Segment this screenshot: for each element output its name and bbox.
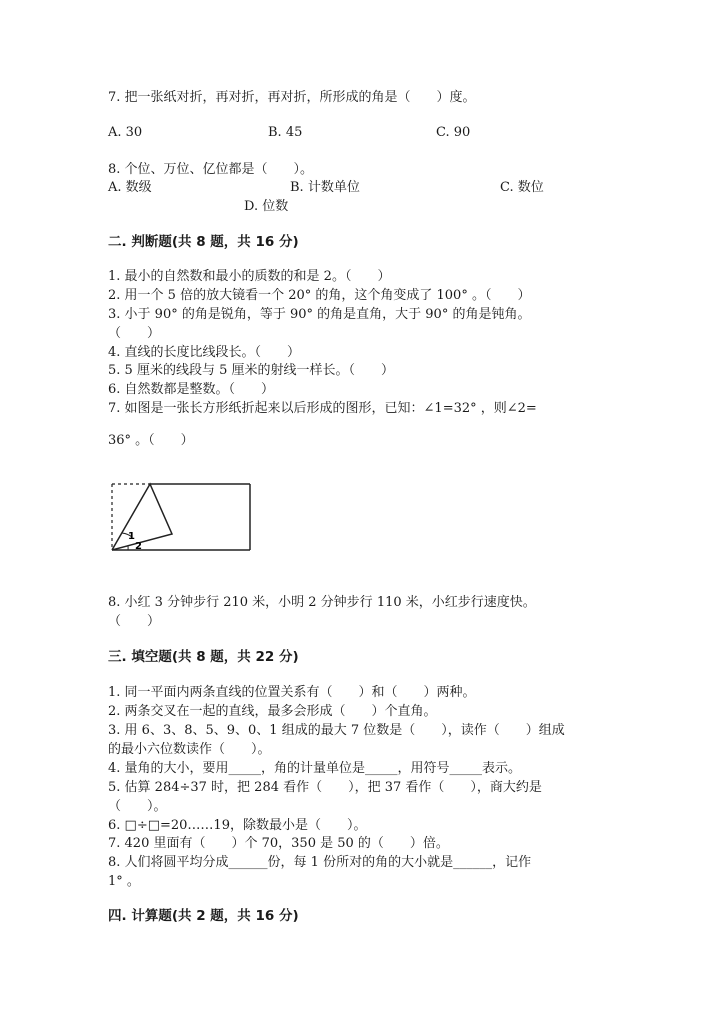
angle-1-label: 1 [128, 531, 135, 542]
question-7-option-c: C. 90 [436, 125, 471, 140]
judge-item-6: 6. 自然数都是整数。（ ） [108, 382, 275, 397]
question-7-option-b: B. 45 [268, 125, 303, 140]
fill-item-6: 6. □÷□=20……19，除数最小是（ ）。 [108, 818, 367, 833]
judge-item-3-cont: （ ） [108, 326, 161, 341]
folded-paper-figure [110, 482, 255, 554]
judge-item-8-cont: （ ） [108, 614, 161, 629]
fill-item-7: 7. 420 里面有（ ）个 70，350 是 50 的（ ）倍。 [108, 836, 449, 851]
judge-item-7: 7. 如图是一张长方形纸折起来以后形成的图形，已知：∠1=32° ，则∠2= [108, 401, 537, 416]
judge-item-8: 8. 小红 3 分钟步行 210 米，小明 2 分钟步行 110 米，小红步行速度快。 [108, 595, 536, 610]
judge-item-7-cont: 36° 。（ ） [108, 433, 194, 448]
fill-item-5: 5. 估算 284÷37 时，把 284 看作（ ），把 37 看作（ ），商大约是 [108, 780, 542, 795]
judge-item-1: 1. 最小的自然数和最小的质数的和是 2。（ ） [108, 269, 391, 284]
question-7-option-a: A. 30 [108, 125, 143, 140]
section-2-title: 二. 判断题(共 8 题，共 16 分) [108, 234, 299, 250]
judge-item-5: 5. 5 厘米的线段与 5 厘米的射线一样长。（ ） [108, 363, 394, 378]
fill-item-3: 3. 用 6、3、8、5、9、0、1 组成的最大 7 位数是（ ），读作（ ）组成 [108, 723, 565, 738]
section-4-title: 四. 计算题(共 2 题，共 16 分) [108, 908, 299, 924]
question-8-stem: 8. 个位、万位、亿位都是（ ）。 [108, 162, 314, 177]
judge-item-4: 4. 直线的长度比线段长。（ ） [108, 345, 301, 360]
fill-item-3-cont: 的最小六位数读作（ ）。 [108, 742, 271, 757]
fill-item-4: 4. 量角的大小，要用_____，角的计量单位是_____，用符号_____表示。 [108, 761, 522, 776]
question-8-option-c: C. 数位 [500, 180, 544, 195]
question-7-stem: 7. 把一张纸对折，再对折，再对折，所形成的角是（ ）度。 [108, 90, 476, 105]
judge-item-2: 2. 用一个 5 倍的放大镜看一个 20° 的角，这个角变成了 100° 。（ ） [108, 288, 531, 303]
question-8-option-a: A. 数级 [108, 180, 152, 195]
fill-item-8: 8. 人们将圆平均分成______份，每 1 份所对的角的大小就是______，记作 [108, 855, 532, 870]
fill-item-5-cont: （ ）。 [108, 799, 167, 814]
section-3-title: 三. 填空题(共 8 题，共 22 分) [108, 649, 299, 665]
fill-item-2: 2. 两条交叉在一起的直线，最多会形成（ ）个直角。 [108, 704, 437, 719]
judge-item-3: 3. 小于 90° 的角是锐角，等于 90° 的角是直角，大于 90° 的角是钝角。 [108, 307, 531, 322]
question-8-option-d: D. 位数 [244, 199, 289, 214]
question-8-option-b: B. 计数单位 [290, 180, 360, 195]
fill-item-8-cont: 1° 。 [108, 874, 140, 889]
angle-2-label: 2 [135, 541, 142, 552]
fill-item-1: 1. 同一平面内两条直线的位置关系有（ ）和（ ）两种。 [108, 685, 476, 700]
